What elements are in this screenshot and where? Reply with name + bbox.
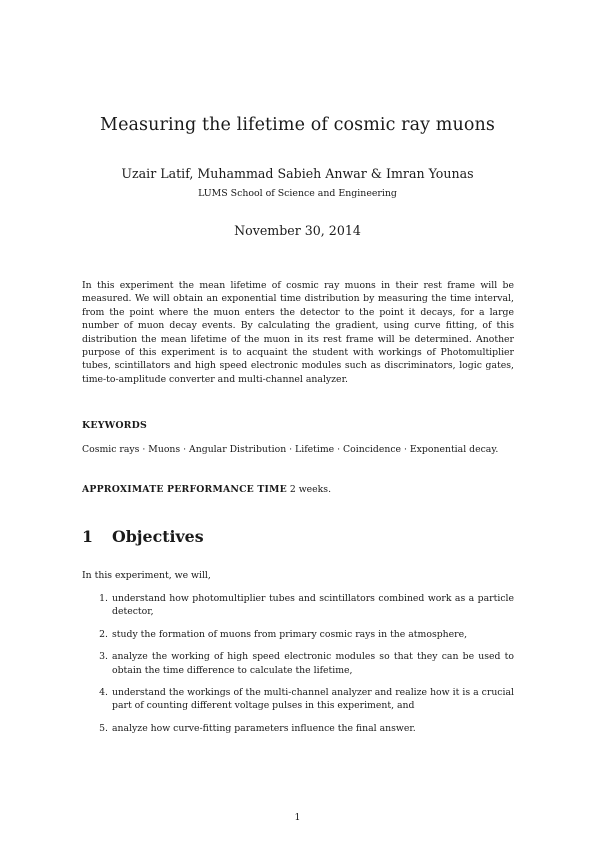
performance-time (82, 484, 331, 495)
performance-label: APPROXIMATE PERFORMANCE TIME (82, 484, 287, 495)
publication-date: November 30, 2014 (234, 223, 361, 238)
section-title: Objectives (112, 527, 204, 546)
affiliation: LUMS School of Science and Engineering (198, 188, 397, 199)
authors: Uzair Latif, Muhammad Sabieh Anwar & Imran Younas (121, 166, 474, 181)
list-item-text: analyze the working of high speed electronic modules so that they can be used to obtain the time difference to calculate the lifetime, (112, 651, 514, 676)
list-item (82, 592, 514, 619)
list-item-number: 1. (99, 593, 108, 604)
list-item-number: 3. (99, 651, 108, 663)
list-item (82, 722, 514, 735)
list-item-text: understand how photomultiplier tubes and scintillators combined work as a particle detector, (112, 593, 514, 618)
objectives-list (82, 592, 514, 744)
paper-title: Measuring the lifetime of cosmic ray muons (100, 115, 495, 135)
list-item-text: understand the workings of the multi-channel analyzer and realize how it is a crucial part of counting different voltage pulses in this experiment, and (112, 687, 514, 712)
list-item (82, 686, 514, 713)
section-heading (82, 527, 204, 546)
list-item (82, 650, 514, 677)
section-number: 1 (82, 527, 93, 546)
list-item-number: 2. (99, 628, 108, 640)
section-intro: In this experiment, we will, (82, 570, 211, 581)
list-item-number: 4. (99, 687, 108, 699)
abstract: In this experiment the mean lifetime of cosmic ray muons in their rest frame will be measured. We will obtain an exponential time distribution by measuring the time interval, from the point where the muon enters the detector to the point it decays, for a large number of muon decay events. By calculating the gradient, using curve fitting, of this distribution the mean lifetime of the muon in its rest frame will be determined. Another purpose of this experiment is to acquaint the student with workings of Photomultiplier tubes, scintillators and high speed electronic modules such as discriminators, logic gates, time-to-amplitude converter and multi-channel analyzer. (82, 280, 514, 385)
keywords-list: Cosmic rays · Muons · Angular Distribution · Lifetime · Coincidence · Exponential decay. (82, 444, 499, 455)
list-item-text: study the formation of muons from primary cosmic rays in the atmosphere, (112, 628, 468, 640)
keywords-heading: KEYWORDS (82, 420, 147, 431)
page-number: 1 (294, 812, 301, 823)
list-item (82, 628, 514, 641)
list-item-text: analyze how curve-fitting parameters influence the final answer. (112, 722, 416, 734)
list-item-number: 5. (99, 722, 108, 734)
performance-value: 2 weeks. (289, 484, 332, 495)
